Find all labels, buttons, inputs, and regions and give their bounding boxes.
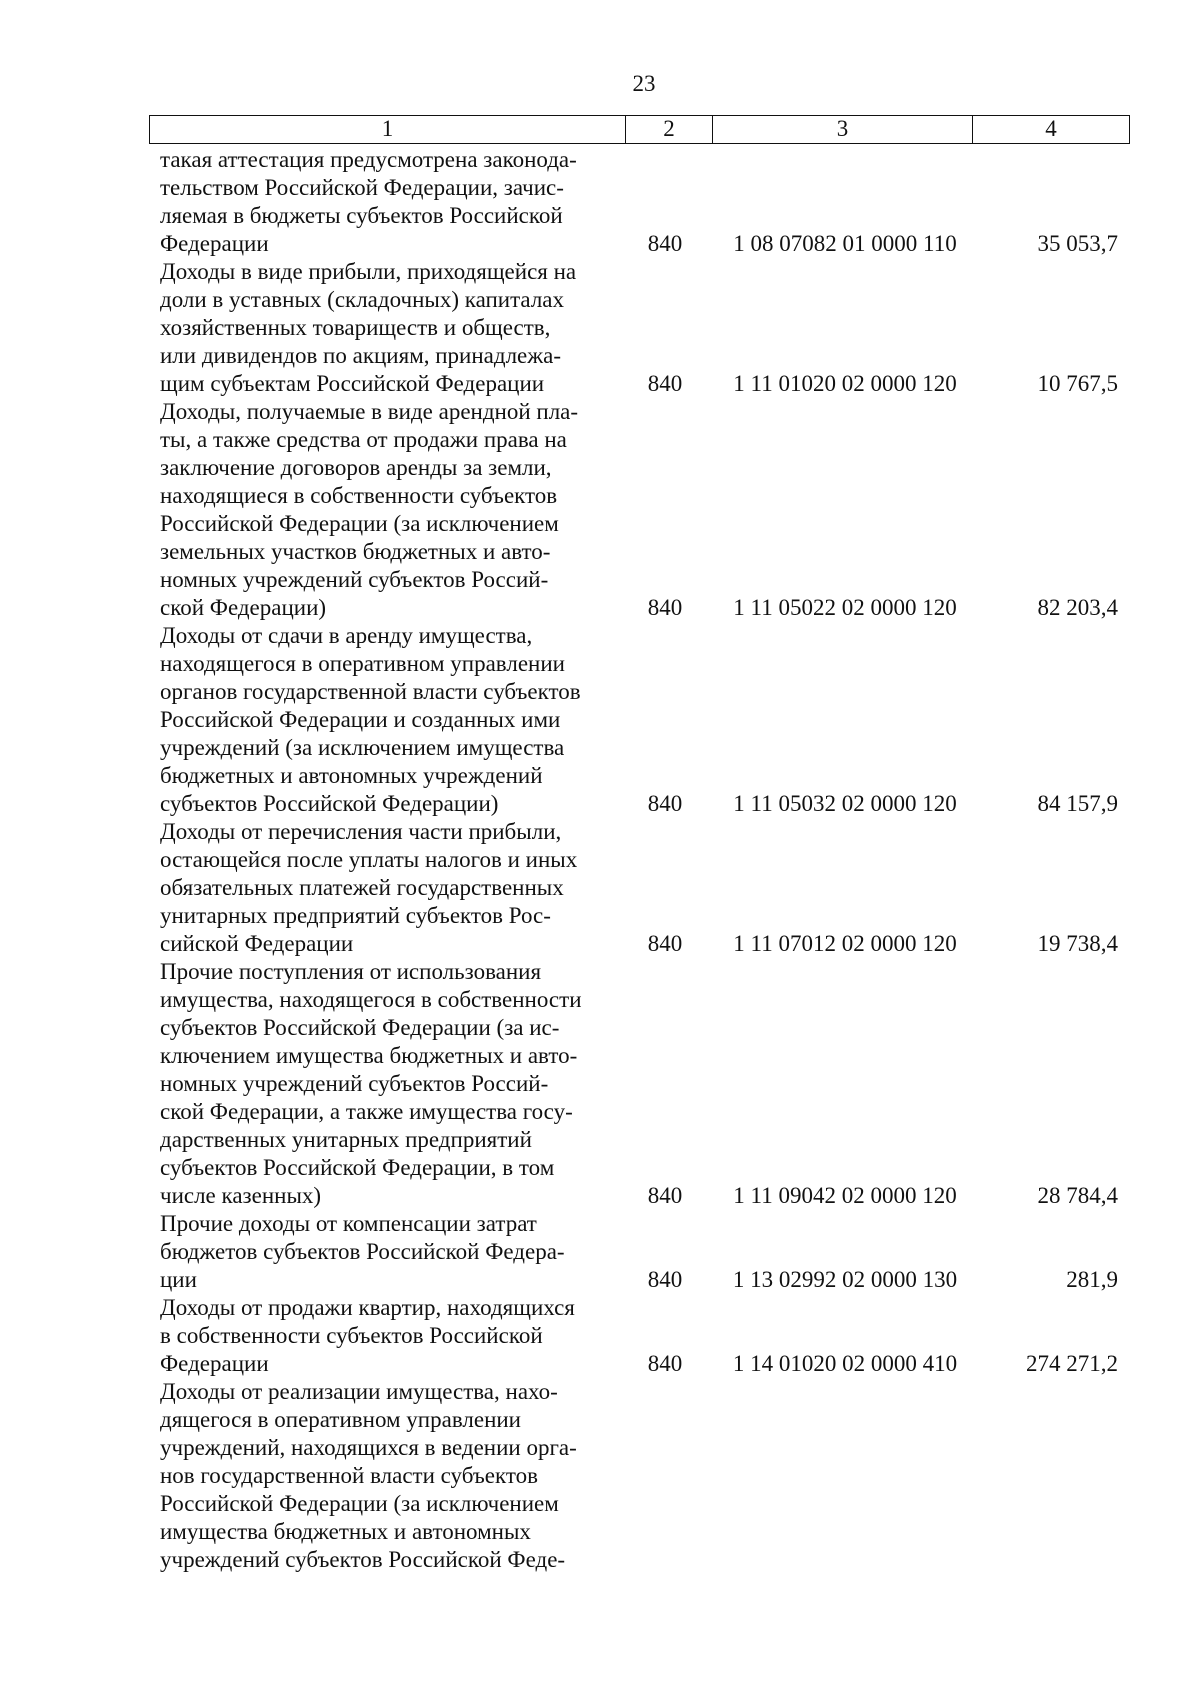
row-admin-code: 840	[647, 1183, 683, 1208]
row-admin-code: 840	[647, 1267, 683, 1292]
row-budget-code: 1 11 05032 02 0000 120	[733, 791, 957, 816]
row-budget-code: 1 11 07012 02 0000 120	[733, 931, 957, 956]
header-col-2: 2	[626, 116, 713, 143]
header-col-3: 3	[713, 116, 973, 143]
row-budget-code: 1 08 07082 01 0000 110	[733, 231, 957, 256]
table-row	[0, 1210, 1200, 1294]
row-description: Доходы, получаемые в виде арендной пла- ты, а также средства от продажи права на заключение договоров аренды за земли, находящиеся в собственности субъектов Российской Федерации (за исключением земельных участков бюджетных и авто- номных учреждений субъектов Россий- ской Федерации)	[160, 399, 579, 620]
table-row	[0, 398, 1200, 622]
row-description: Доходы от перечисления части прибыли, остающейся после уплаты налогов и иных обязательных платежей государственных унитарных предприятий субъектов Рос- сийской Федерации	[160, 819, 578, 956]
row-description: Доходы от реализации имущества, нахо- дящегося в оперативном управлении учреждений, находящихся в ведении орга- нов государственной власти субъектов Российской Федерации (за исключением имущества бюджетных и автономных учреждений субъектов Российской Феде-	[160, 1379, 577, 1572]
row-admin-code: 840	[647, 1351, 683, 1376]
row-budget-code: 1 11 01020 02 0000 120	[733, 371, 957, 396]
row-amount: 84 157,9	[1037, 791, 1118, 816]
row-admin-code: 840	[647, 371, 683, 396]
row-admin-code: 840	[647, 595, 683, 620]
table-row	[0, 958, 1200, 1210]
table-row	[0, 622, 1200, 818]
page-number: 23	[632, 71, 656, 96]
row-admin-code: 840	[647, 231, 683, 256]
table-row	[0, 1294, 1200, 1378]
table-row	[0, 1378, 1200, 1574]
table-body	[0, 146, 1200, 1574]
row-description: Доходы от сдачи в аренду имущества, находящегося в оперативном управлении органов государственной власти субъектов Российской Федерации и созданных ими учреждений (за исключением имущества бюджетных и автономных учреждений субъектов Российской Федерации)	[160, 623, 581, 816]
row-description: Доходы от продажи квартир, находящихся в собственности субъектов Российской Федерации	[160, 1295, 575, 1376]
row-amount: 274 271,2	[1026, 1351, 1118, 1376]
row-amount: 28 784,4	[1037, 1183, 1118, 1208]
table-row	[0, 146, 1200, 258]
row-budget-code: 1 14 01020 02 0000 410	[732, 1351, 958, 1376]
row-budget-code: 1 11 05022 02 0000 120	[733, 595, 957, 620]
row-description: такая аттестация предусмотрена законода- тельством Российской Федерации, зачис- ляемая в бюджеты субъектов Российской Федерации	[160, 147, 577, 256]
row-amount: 82 203,4	[1037, 595, 1118, 620]
row-budget-code: 1 11 09042 02 0000 120	[733, 1183, 957, 1208]
table-header-row	[149, 115, 1130, 144]
row-admin-code: 840	[647, 791, 683, 816]
row-amount: 19 738,4	[1037, 931, 1118, 956]
header-col-1: 1	[150, 116, 626, 143]
row-description: Прочие поступления от использования имущества, находящегося в собственности субъектов Российской Федерации (за ис- ключением имущества бюджетных и авто- номных учреждений субъектов Россий- ской Федерации, а также имущества госу- дарственных унитарных предприятий субъектов Российской Федерации, в том числе казенных)	[160, 959, 582, 1208]
row-description: Доходы в виде прибыли, приходящейся на доли в уставных (складочных) капиталах хозяйственных товариществ и обществ, или дивидендов по акциям, принадлежа- щим субъектам Российской Федерации	[160, 259, 577, 396]
row-amount: 281,9	[1066, 1267, 1118, 1292]
row-amount: 10 767,5	[1037, 371, 1118, 396]
row-budget-code: 1 13 02992 02 0000 130	[732, 1267, 958, 1292]
table-row	[0, 818, 1200, 958]
table-row	[0, 258, 1200, 398]
header-col-4: 4	[1045, 116, 1057, 141]
row-amount: 35 053,7	[1037, 231, 1118, 256]
row-admin-code: 840	[647, 931, 683, 956]
row-description: Прочие доходы от компенсации затрат бюджетов субъектов Российской Федера- ции	[160, 1211, 565, 1292]
